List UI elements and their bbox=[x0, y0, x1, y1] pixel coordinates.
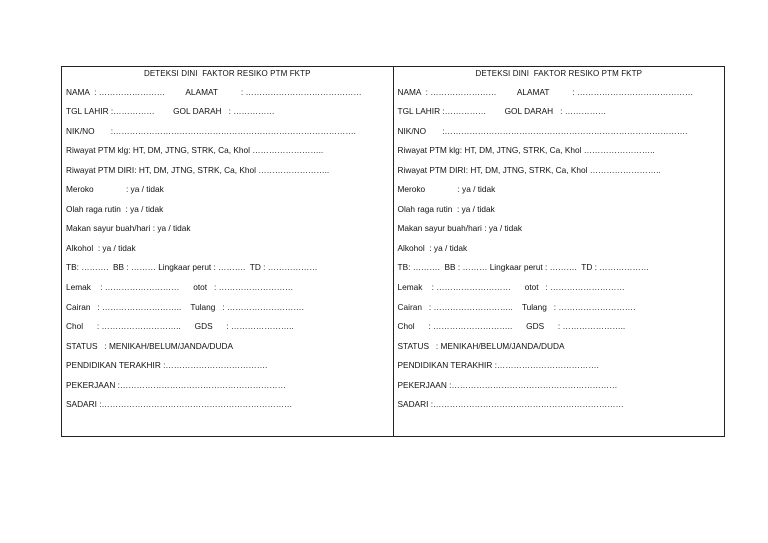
field-riwayat-klg: Riwayat PTM klg: HT, DM, JTNG, STRK, Ca, Khol …………………….. bbox=[66, 145, 324, 155]
field-riwayat-diri: Riwayat PTM DIRI: HT, DM, JTNG, STRK, Ca, Khol …………………….. bbox=[66, 165, 330, 175]
field-pekerjaan: PEKERJAAN :…………………………………………………… bbox=[397, 380, 618, 390]
form-title: DETEKSI DINI FAKTOR RESIKO PTM FKTP bbox=[475, 69, 643, 78]
field-tb-bb-td: TB: ………. BB : ……… Lingkaar perut : ………. TD : ……………… bbox=[66, 262, 318, 272]
field-cairan-tulang: Cairan : ……………………….. Tulang : ………………………. bbox=[66, 302, 304, 312]
field-sadari: SADARI :…………………………………………………………… bbox=[397, 399, 624, 409]
field-tb-bb-td: TB: ………. BB : ……… Lingkaar perut : ………. TD : ……………… bbox=[397, 262, 650, 272]
field-sadari: SADARI :…………………………………………………………… bbox=[66, 399, 293, 409]
field-tgl-lahir: TGL LAHIR :…………… GOL DARAH : …………… bbox=[397, 106, 607, 116]
field-lemak-otot: Lemak : ……………………… otot : ……………………… bbox=[397, 282, 625, 292]
field-meroko: Meroko : ya / tidak bbox=[66, 184, 164, 194]
form-card-left bbox=[62, 67, 393, 436]
field-sayur-buah: Makan sayur buah/hari : ya / tidak bbox=[66, 223, 191, 233]
form-card-right bbox=[393, 67, 725, 436]
field-status: STATUS : MENIKAH/BELUM/JANDA/DUDA bbox=[397, 341, 565, 351]
field-nik: NIK/NO :……………………………………………………………………………. bbox=[397, 126, 688, 136]
field-meroko: Meroko : ya / tidak bbox=[397, 184, 496, 194]
field-alkohol: Alkohol : ya / tidak bbox=[397, 243, 468, 253]
field-sayur-buah: Makan sayur buah/hari : ya / tidak bbox=[397, 223, 523, 233]
field-pekerjaan: PEKERJAAN :…………………………………………………… bbox=[66, 380, 286, 390]
form-sheet bbox=[61, 66, 725, 437]
field-status: STATUS : MENIKAH/BELUM/JANDA/DUDA bbox=[66, 341, 234, 351]
field-tgl-lahir: TGL LAHIR :…………… GOL DARAH : …………… bbox=[66, 106, 275, 116]
form-title: DETEKSI DINI FAKTOR RESIKO PTM FKTP bbox=[143, 69, 311, 78]
field-olah-raga: Olah raga rutin : ya / tidak bbox=[66, 204, 164, 214]
field-riwayat-diri: Riwayat PTM DIRI: HT, DM, JTNG, STRK, Ca, Khol …………………….. bbox=[397, 165, 661, 175]
field-chol-gds: Chol : ……………………….. GDS : ………………….. bbox=[66, 321, 294, 331]
field-olah-raga: Olah raga rutin : ya / tidak bbox=[397, 204, 495, 214]
field-nama-alamat: NAMA : …………………… ALAMAT : …………………………………… bbox=[397, 87, 694, 97]
field-nama-alamat: NAMA : …………………… ALAMAT : …………………………………… bbox=[66, 87, 362, 97]
field-cairan-tulang: Cairan : ……………………….. Tulang : ………………………. bbox=[397, 302, 636, 312]
field-pendidikan: PENDIDIKAN TERAKHIR :………………………………. bbox=[397, 360, 599, 370]
field-pendidikan: PENDIDIKAN TERAKHIR :………………………………. bbox=[66, 360, 268, 370]
field-chol-gds: Chol : ……………………….. GDS : ………………….. bbox=[397, 321, 626, 331]
field-alkohol: Alkohol : ya / tidak bbox=[66, 243, 136, 253]
field-riwayat-klg: Riwayat PTM klg: HT, DM, JTNG, STRK, Ca, Khol …………………….. bbox=[397, 145, 655, 155]
field-nik: NIK/NO :……………………………………………………………………………. bbox=[66, 126, 356, 136]
field-lemak-otot: Lemak : ……………………… otot : ……………………… bbox=[66, 282, 294, 292]
